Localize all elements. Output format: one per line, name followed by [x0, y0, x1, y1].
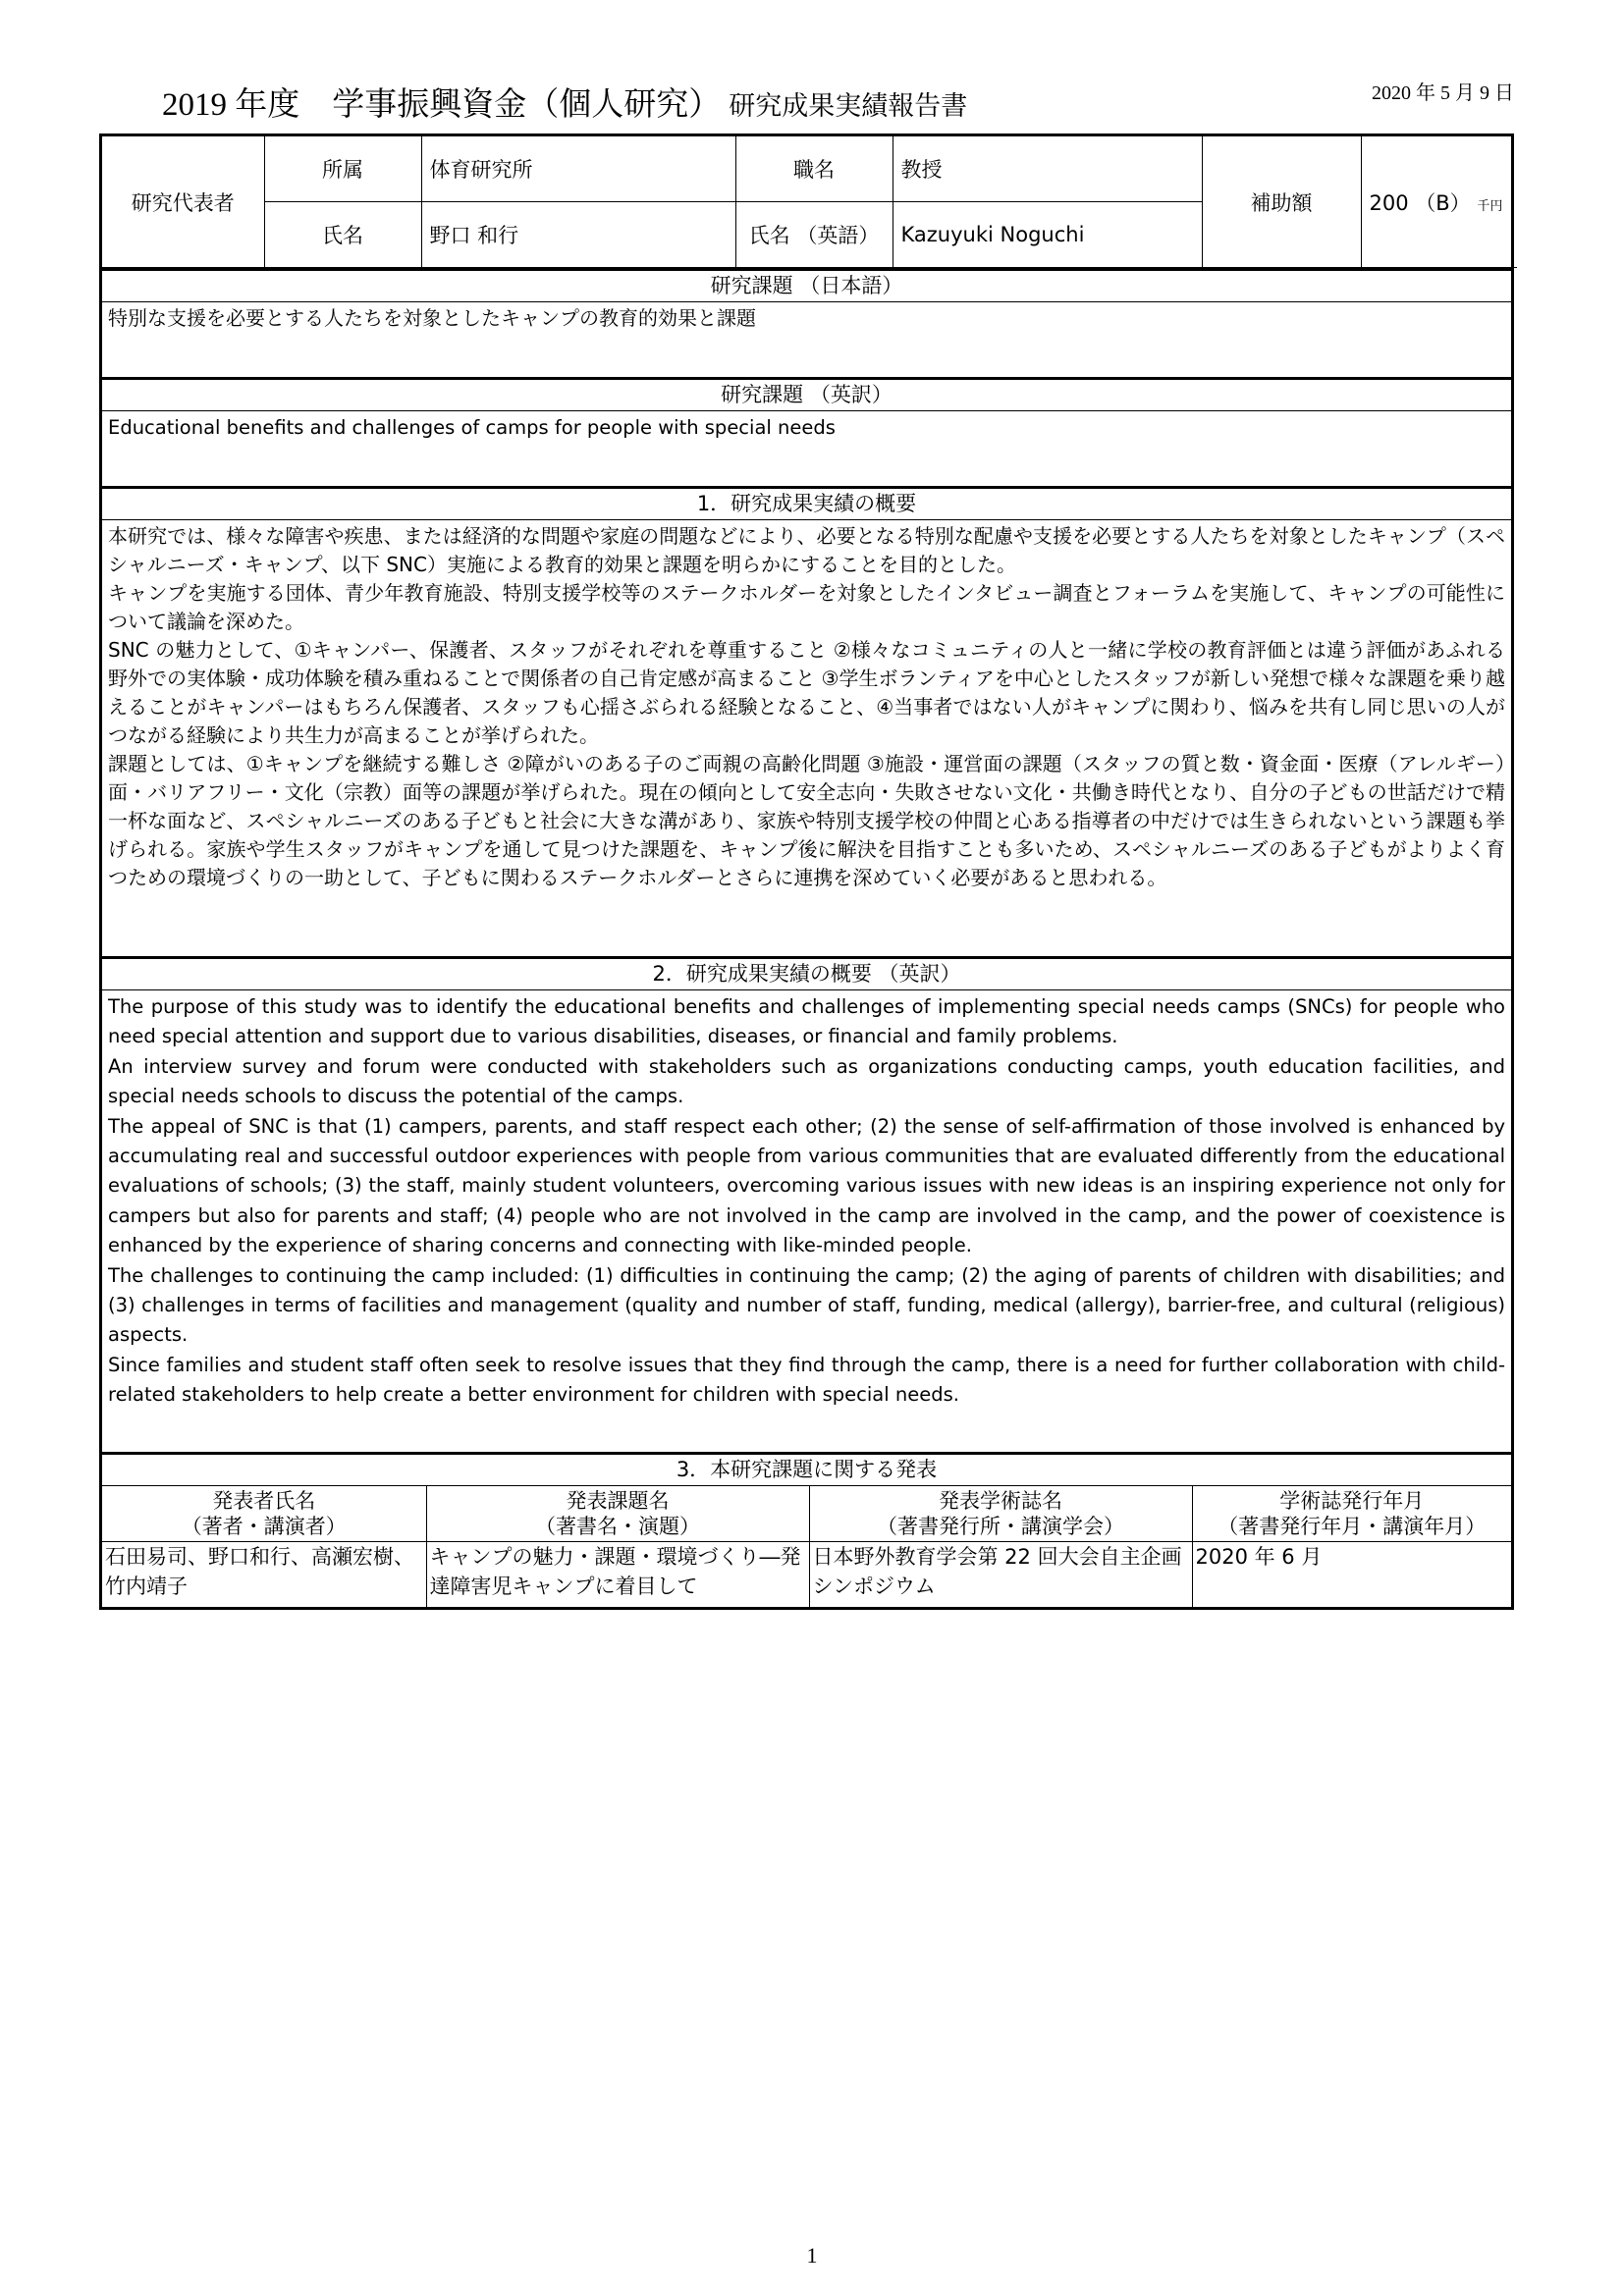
- summary-en-paragraph: The appeal of SNC is that (1) campers, parents, and staff respect each other; (2) the sense of self-affirmation of those involved is enhanced by accumulating real and successful outdoor experiences with people from various communities that are evaluated differently from the educational evaluations of schools; (3) the staff, mainly student volunteers, overcoming various issues with new ideas is an inspiring experience not only for campers but also for parents and staff; (4) people who are not involved in the camp are involved in the camp, and the power of coexistence is enhanced by the experience of sharing concerns and connecting with like-minded people.: [108, 1114, 1505, 1257]
- pub-date: 2020 年 6 月: [1192, 1542, 1511, 1608]
- title-main: 2019 年度 学事振興資金（個人研究）: [162, 87, 722, 123]
- topic-ja-text: 特別な支援を必要とする人たちを対象としたキャンプの教育的効果と課題: [108, 306, 756, 330]
- title-sub: 研究成果実績報告書: [729, 91, 968, 121]
- summary-ja-body: [102, 520, 1511, 956]
- report-title: [162, 79, 967, 125]
- researcher-info-table: [102, 136, 1517, 268]
- topic-en-heading: 研究課題 （英訳）: [102, 377, 1511, 411]
- col-header-title: 発表課題名 （著書名・演題）: [426, 1486, 809, 1542]
- summary-ja-heading: 1．研究成果実績の概要: [102, 486, 1511, 520]
- name-en-label: 氏名 （英語）: [735, 202, 893, 268]
- col-header-date: 学術誌発行年月 （著書発行年月・講演年月）: [1192, 1486, 1511, 1542]
- col-header-authors: 発表者氏名 （著者・講演者）: [102, 1486, 426, 1542]
- grant-unit: 千円: [1477, 198, 1503, 214]
- pub-authors: 石田易司、野口和行、高瀬宏樹、竹内靖子: [102, 1542, 426, 1608]
- representative-label: 研究代表者: [102, 136, 264, 268]
- name-en-value: Kazuyuki Noguchi: [893, 202, 1202, 268]
- summary-en-heading: 2．研究成果実績の概要 （英訳）: [102, 956, 1511, 990]
- grant-label: 補助額: [1202, 136, 1361, 268]
- summary-ja-paragraph: 本研究では、様々な障害や疾患、または経済的な問題や家庭の問題などにより、必要となる特別な配慮や支援を必要とする人たちを対象としたキャンプ（スペシャルニーズ・キャンプ、以下 SNC）実施による教育的効果と課題を明らかにすることを目的とした。: [108, 524, 1505, 576]
- table-row: [102, 1542, 1511, 1608]
- pub-title: キャンプの魅力・課題・環境づくり―発達障害児キャンプに着目して: [426, 1542, 809, 1608]
- summary-en-paragraph: The challenges to continuing the camp included: (1) difficulties in continuing the camp; (2) the aging of parents of children with disabilities; and (3) challenges in terms of facilities and management (quality and number of staff, funding, medical (allergy), barrier-free, and cultural (religious) aspects.: [108, 1263, 1505, 1347]
- page-number: 1: [806, 2243, 818, 2268]
- summary-ja-paragraph: SNC の魅力として、①キャンパー、保護者、スタッフがそれぞれを尊重すること ②様々なコミュニティの人と一緒に学校の教育評価とは違う評価があふれる野外での実体験・成功体験を積み重ねることで関係者の自己肯定感が高まること ③学生ボランティアを中心としたスタッフが新しい発想で様々な課題を乗り越えることがキャンパーはもちろん保護者、スタッフも心揺さぶられる経験となること、④当事者ではない人がキャンプに関わり、悩みを共有し同じ思いの人がつながる経験により共生力が高まることが挙げられた。: [108, 638, 1505, 747]
- name-label: 氏名: [264, 202, 421, 268]
- report-date: 2020 年 5 月 9 日: [1372, 82, 1514, 104]
- summary-en-paragraph: Since families and student staff often seek to resolve issues that they find through the camp, there is a need for further collaboration with child-related stakeholders to help create a better environment for children with special needs.: [108, 1353, 1505, 1407]
- name-value: 野口 和行: [421, 202, 735, 268]
- affiliation-label: 所属: [264, 136, 421, 202]
- report-frame: [99, 133, 1514, 1610]
- summary-en-body: [102, 990, 1511, 1452]
- grant-amount: [1361, 136, 1517, 268]
- col-header-venue: 発表学術誌名 （著書発行所・講演学会）: [809, 1486, 1192, 1542]
- publications-table: [102, 1486, 1511, 1607]
- affiliation-value: 体育研究所: [421, 136, 735, 202]
- position-label: 職名: [735, 136, 893, 202]
- grant-value: 200 （B）: [1369, 190, 1471, 215]
- topic-ja-heading: 研究課題 （日本語）: [102, 268, 1511, 302]
- topic-en-text: Educational benefits and challenges of camps for people with special needs: [108, 416, 836, 439]
- summary-en-paragraph: An interview survey and forum were conducted with stakeholders such as organizations conducting camps, youth education facilities, and special needs schools to discuss the potential of the camps.: [108, 1054, 1505, 1108]
- summary-ja-paragraph: キャンプを実施する団体、青少年教育施設、特別支援学校等のステークホルダーを対象としたインタビュー調査とフォーラムを実施して、キャンプの可能性について議論を深めた。: [108, 581, 1505, 633]
- summary-ja-paragraph: 課題としては、①キャンプを継続する難しさ ②障がいのある子のご両親の高齢化問題 ③施設・運営面の課題（スタッフの質と数・資金面・医療（アレルギー）面・バリアフリー・文化（宗教）面等の課題が挙げられた。現在の傾向として安全志向・失敗させない文化・共働き時代となり、自分の子どもの世話だけで精一杯な面など、スペシャルニーズのある子どもと社会に大きな溝があり、家族や特別支援学校の仲間と心ある指導者の中だけでは生きられないという課題も挙げられる。家族や学生スタッフがキャンプを通して見つけた課題を、キャンプ後に解決を目指すことも多いため、スペシャルニーズのある子どもがよりよく育つための環境づくりの一助として、子どもに関わるステークホルダーとさらに連携を深めていく必要があると思われる。: [108, 752, 1505, 889]
- summary-en-paragraph: The purpose of this study was to identify the educational benefits and challenges of implementing special needs camps (SNCs) for people who need special attention and support due to various disabilities, diseases, or financial and family problems.: [108, 995, 1505, 1048]
- publications-heading: 3．本研究課題に関する発表: [102, 1452, 1511, 1486]
- pub-venue: 日本野外教育学会第 22 回大会自主企画シンポジウム: [809, 1542, 1192, 1608]
- position-value: 教授: [893, 136, 1202, 202]
